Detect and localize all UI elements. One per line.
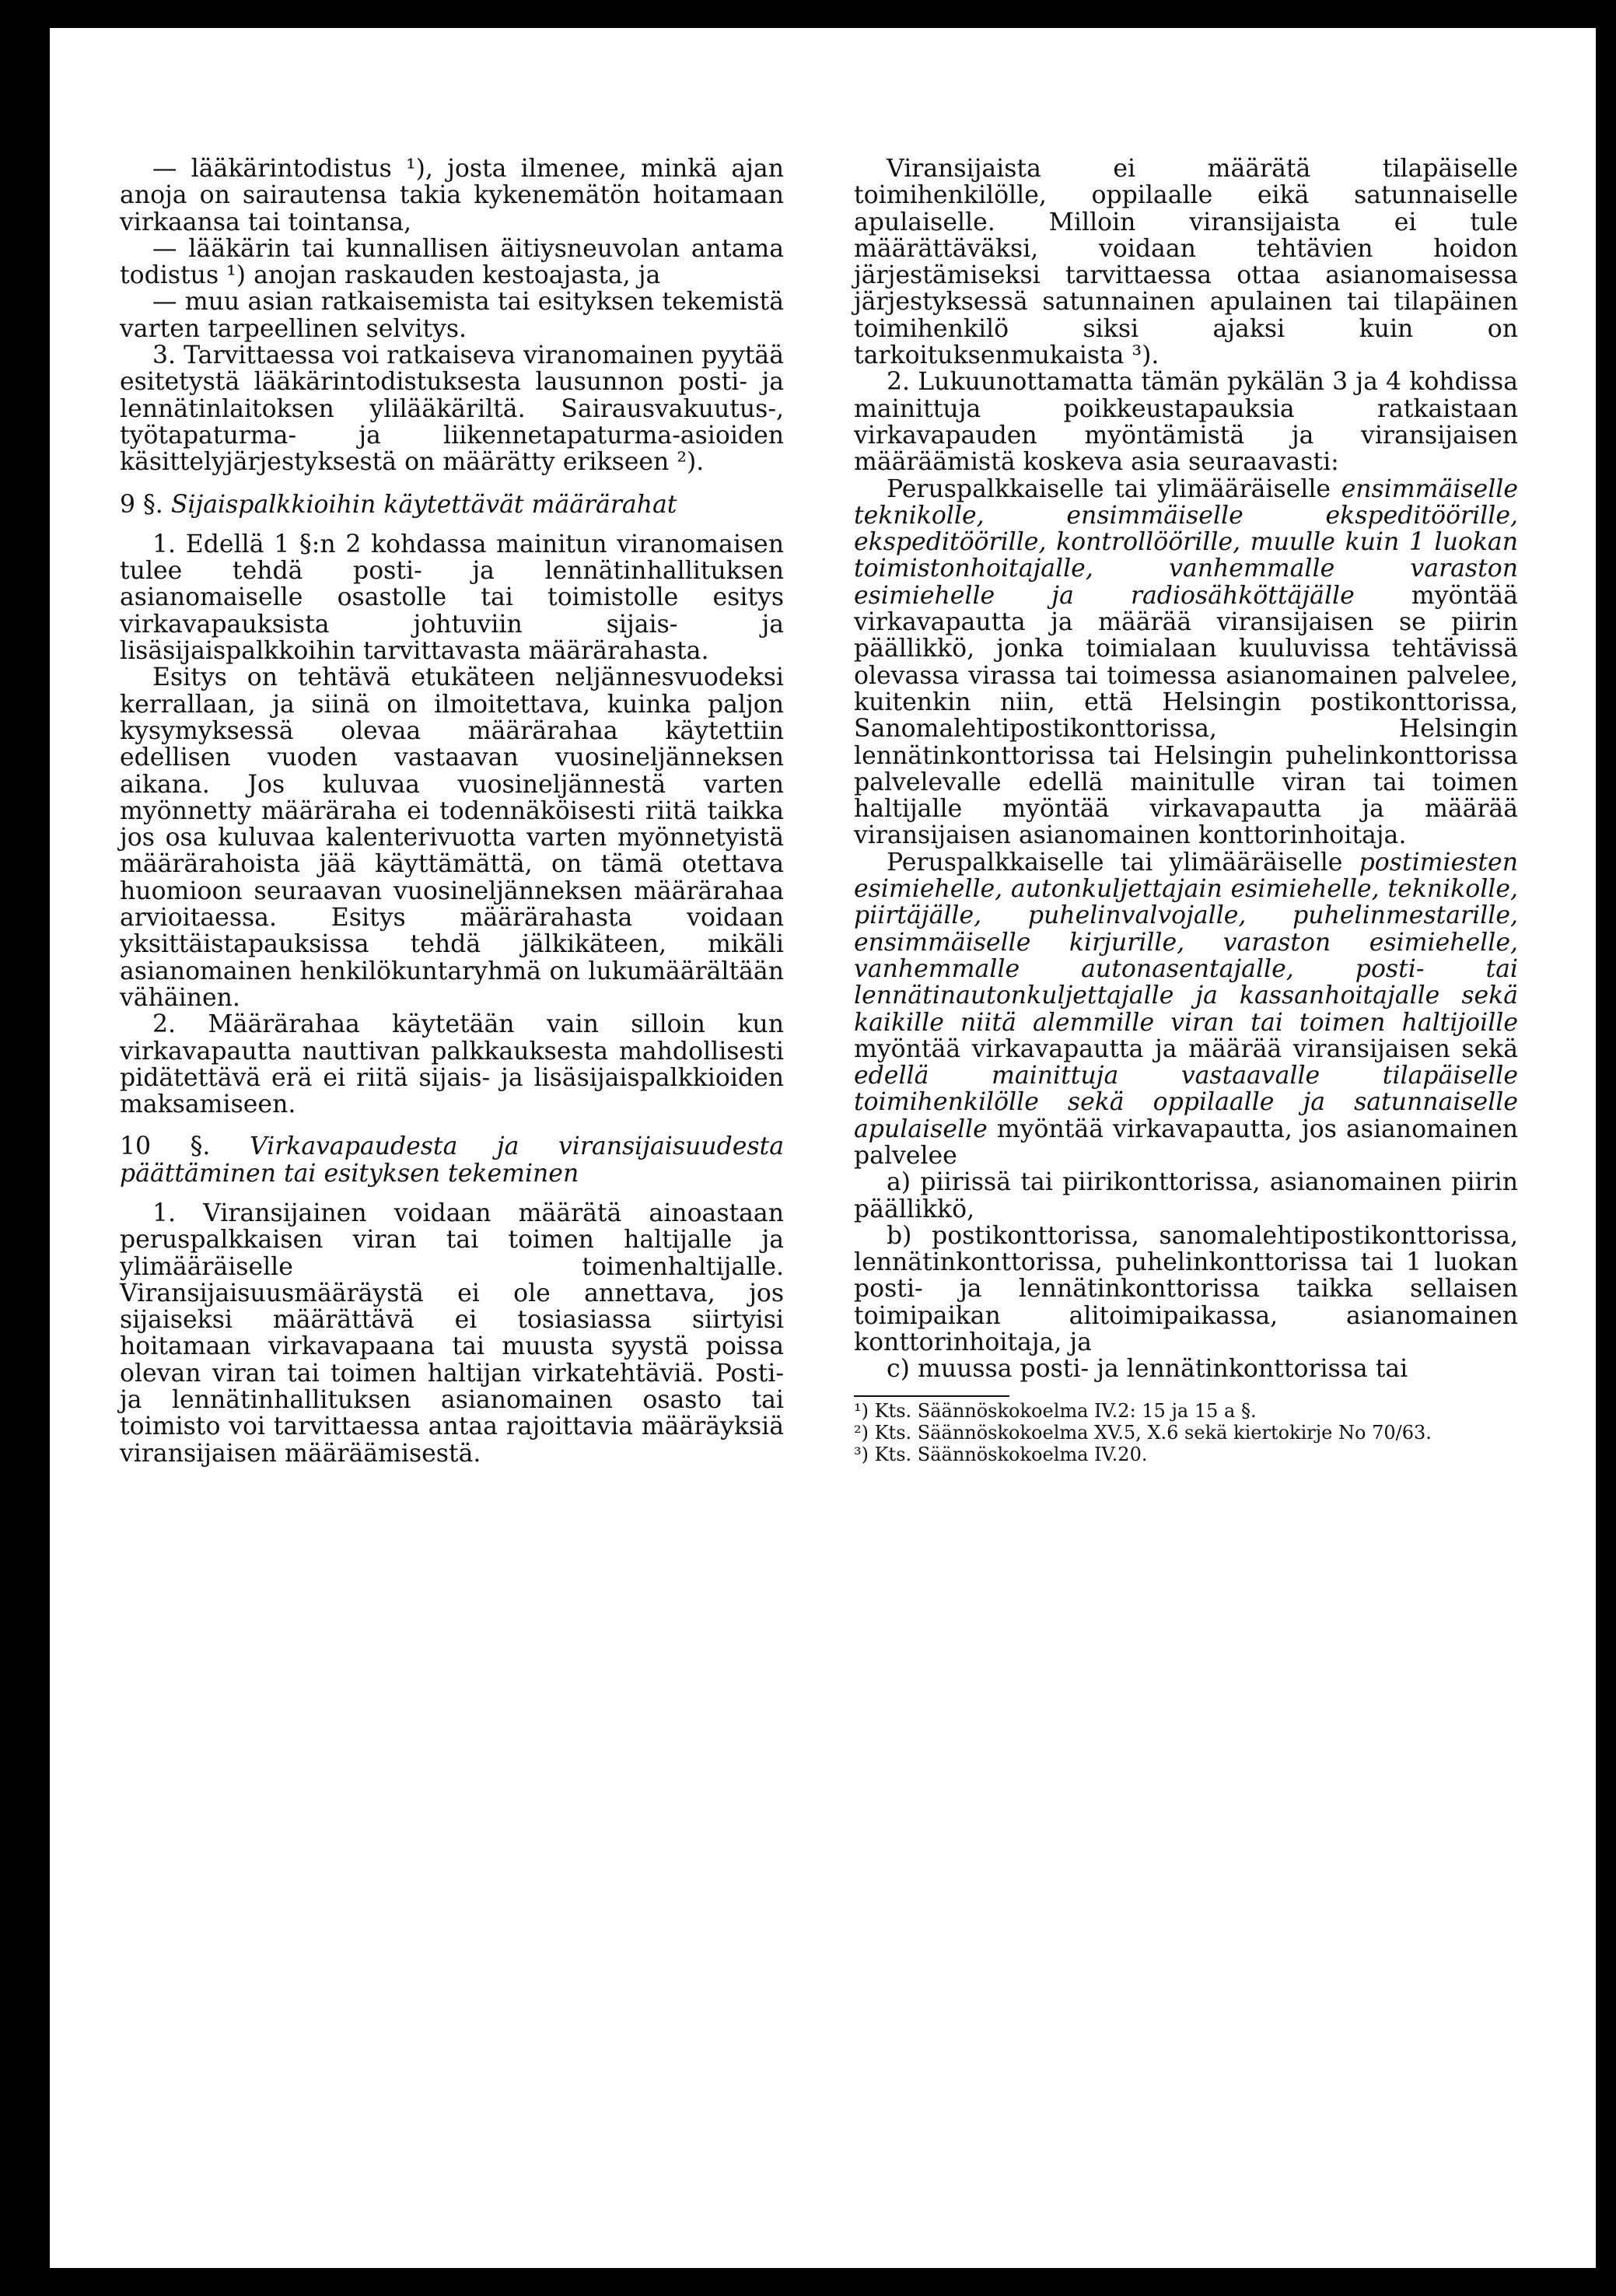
paragraph: Esitys on tehtävä etukäteen neljännesvuodeksi kerrallaan, ja siinä on ilmoitettava, kuinka paljon kysymyksessä olevaa määrärahaa käytettiin edellisen vuoden vastaavan vuosineljänneksen aikana. Jos kuluvaa vuosineljännestä varten myönnetty määräraha ei todennäköisesti riitä taikka jos osa kuluvaa kalenterivuotta varten myönnetyistä määrärahoista jää käyttämättä, on tämä otettava huomioon seuraavan vuosineljänneksen määrärahaa arvioitaessa. Esitys määrärahasta voidaan yksittäistapauksissa tehdä jälkikäteen, mikäli asianomainen henkilökuntaryhmä on lukumäärältään vähäinen. xyxy=(120,663,784,1012)
italic-run: edellä mainittuja vastaavalle tilapäiselle toimihenkilölle sekä oppilaalle ja satunnaiselle apulaiselle xyxy=(854,1062,1518,1143)
footnote: ¹) Kts. Säännöskokoelma IV.2: 15 ja 15 a §. xyxy=(854,1399,1257,1422)
paragraph: Viransijaista ei määrätä tilapäiselle toimihenkilölle, oppilaalle eikä satunnaiselle apulaiselle. Milloin viransijaista ei tule määrättäväksi, voidaan tehtävien hoidon järjestämiseksi tarvittaessa ottaa asianomaisessa järjestyksessä satunnainen apulainen tai tilapäinen toimihenkilö siksi ajaksi kuin on tarkoituksenmukaista ³). xyxy=(854,155,1518,370)
paragraph: 1. Edellä 1 §:n 2 kohdassa mainitun viranomaisen tulee tehdä posti- ja lennätinhallituksen asianomaiselle osastolle tai toimistolle esitys virkavapauksista johtuviin sijais- ja lisäsijaispalkkoihin tarvittavasta määrärahasta. xyxy=(120,530,784,666)
footnote: ³) Kts. Säännöskokoelma IV.20. xyxy=(854,1443,1148,1465)
list-item: b) postikonttorissa, sanomalehtipostikonttorissa, lennätinkonttorissa, puhelinkonttorissa tai 1 luokan posti- ja lennätinkonttorissa taikka sellaisen toimipaikan alitoimipaikassa, asianomainen konttorinhoitaja, ja xyxy=(854,1221,1518,1357)
paragraph: — muu asian ratkaisemista tai esityksen tekemistä varten tarpeellinen selvitys. xyxy=(120,288,784,343)
text-run: Peruspalkkaiselle tai ylimääräiselle xyxy=(887,474,1341,503)
paragraph: 3. Tarvittaessa voi ratkaiseva viranomainen pyytää esitetystä lääkärintodistuksesta lausunnon posti- ja lennätinlaitoksen ylilääkäriltä. Sairausvakuutus-, työtapaturma- ja liikennetapaturma-asioiden käsittelyjärjestyksestä on määrätty erikseen ²). xyxy=(120,341,784,477)
section-number: 10 §. xyxy=(120,1132,211,1161)
paragraph: 1. Viransijainen voidaan määrätä ainoastaan peruspalkkaisen viran tai toimen haltijalle ja ylimääräiselle toimenhaltijalle. Viransijaisuusmääräystä ei ole annettava, jos sijaiseksi määrättävä ei tosiasiassa siirtyisi hoitamaan virkavapaana tai muusta syystä poissa olevan viran tai toimen haltijan virkatehtäviä. Posti- ja lennätinhallituksen asianomainen osasto tai toimisto voi tarvittaessa antaa rajoittavia määräyksiä viransijaisen määräämisestä. xyxy=(120,1199,784,1468)
list-item: c) muussa posti- ja lennätinkonttorissa tai xyxy=(887,1355,1408,1384)
paragraph xyxy=(854,476,1518,849)
text-run: myöntää virkavapautta ja määrää viransijaisen se piirin päällikkö, jonka toimialaan kuuluvissa tehtävissä olevassa virassa tai toimessa asianomainen palvelee, kuitenkin niin, että Helsingin postikonttorissa, Sanomalehtipostikonttorissa, Helsingin lennätinkonttorissa tai Helsingin puhelinkonttorissa palvelevalle edellä mainitulle viran tai toimen haltijalle myöntää virkavapautta ja määrää viransijaisen asianomainen konttorinhoitaja. xyxy=(854,581,1518,850)
paragraph xyxy=(854,849,1518,1170)
footnote: ²) Kts. Säännöskokoelma XV.5, X.6 sekä kiertokirje No 70/63. xyxy=(854,1421,1432,1444)
section-number: 9 §. xyxy=(120,490,163,519)
right-column xyxy=(854,156,1518,1465)
footnotes xyxy=(854,1400,1518,1465)
paragraph: — lääkärintodistus ¹), josta ilmenee, minkä ajan anoja on sairautensa takia kykenemätön hoitamaan virkaansa tai tointansa, xyxy=(120,155,784,236)
section-title: Virkavapaudesta ja viransijaisuudesta päättäminen tai esityksen tekeminen xyxy=(120,1132,784,1188)
text-run: myöntää virkavapautta, jos asianomainen palvelee xyxy=(854,1115,1518,1170)
list-item: a) piirissä tai piirikonttorissa, asianomainen piirin päällikkö, xyxy=(854,1168,1518,1223)
section-title: Sijaispalkkioihin käytettävät määrärahat xyxy=(170,490,677,519)
section-heading xyxy=(120,1133,784,1187)
italic-run: postimiesten esimiehelle, autonkuljettajain esimiehelle, teknikolle, piirtäjälle, puhelinvalvojalle, puhelinmestarille, ensimmäiselle kirjurille, varaston esimiehelle, vanhemmalle autonasentajalle, posti- tai lennätinautonkuljettajalle ja kassanhoitajalle sekä kaikille niitä alemmille viran tai toimen haltijoille xyxy=(854,848,1518,1037)
section-heading xyxy=(120,492,784,518)
paragraph: — lääkärin tai kunnallisen äitiysneuvolan antama todistus ¹) anojan raskauden kestoajasta, ja xyxy=(120,234,784,290)
italic-run: ensimmäiselle teknikolle, ensimmäiselle ekspeditöörille, ekspeditöörille, kontrollöörille, muulle kuin 1 luokan toimistonhoitajalle, vanhemmalle varaston esimiehelle ja radiosähköttäjälle xyxy=(854,474,1518,610)
footnote-divider xyxy=(854,1395,1009,1397)
text-run: Peruspalkkaiselle tai ylimääräiselle xyxy=(887,848,1359,877)
text-run: myöntää virkavapautta ja määrää viransijaisen sekä xyxy=(854,1034,1518,1063)
left-column xyxy=(120,156,784,1467)
paragraph: 2. Määrärahaa käytetään vain silloin kun virkavapautta nauttivan palkkauksesta mahdollisesti pidätettävä erä ei riitä sijais- ja lisäsijaispalkkioiden maksamiseen. xyxy=(120,1010,784,1119)
paragraph: 2. Lukuunottamatta tämän pykälän 3 ja 4 kohdissa mainittuja poikkeustapauksia ratkaistaan virkavapauden myöntämistä ja viransijaisen määräämistä koskeva asia seuraavasti: xyxy=(854,368,1518,477)
